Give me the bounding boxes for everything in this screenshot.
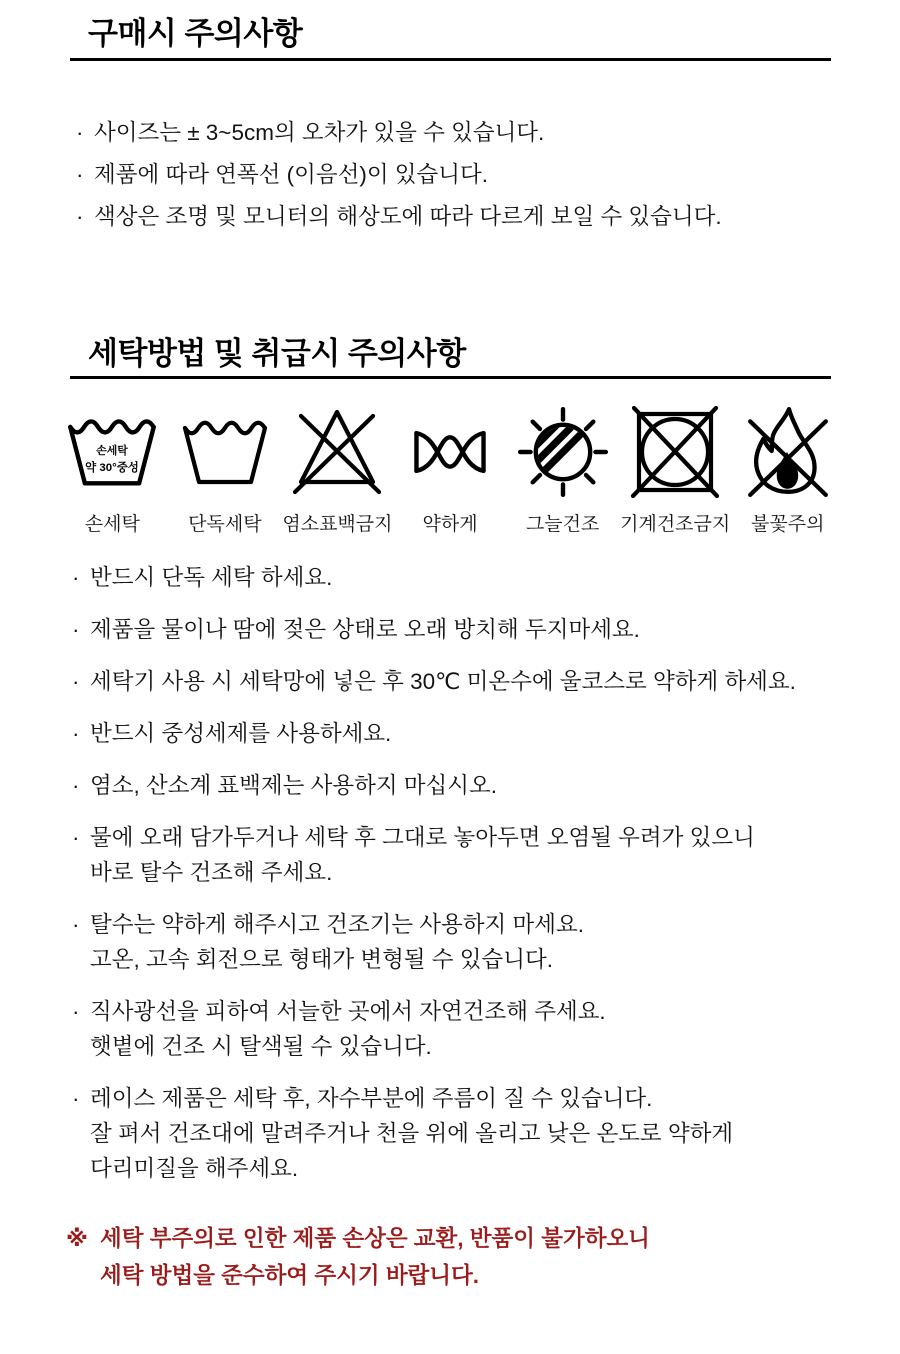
icon-label: 기계건조금지 [620, 514, 731, 535]
bullet-icon: · [76, 204, 84, 229]
instruction-text: 염소, 산소계 표백제는 사용하지 마십시오. [90, 773, 498, 798]
instruction-text: 고온, 고속 회전으로 형태가 변형될 수 있습니다. [90, 947, 553, 972]
bullet-icon: · [72, 565, 80, 590]
bullet-icon: · [76, 120, 84, 145]
instruction-text: 직사광선을 피하여 서늘한 곳에서 자연건조해 주세요. [90, 999, 606, 1024]
icon-label: 단독세탁 [188, 514, 262, 535]
bullet-icon: · [72, 617, 80, 642]
care-section-title: 세탁방법 및 취급시 주의사항 [88, 336, 466, 371]
care-instruction-list [72, 560, 872, 1203]
list-item [76, 154, 866, 196]
bullet-icon: · [72, 669, 80, 694]
instruction-text: 반드시 단독 세탁 하세요. [90, 565, 333, 590]
instruction-text: 탈수는 약하게 해주시고 건조기는 사용하지 마세요. [90, 912, 584, 937]
tub-text-top: 손세탁 [96, 445, 129, 458]
bullet-icon: · [72, 825, 80, 850]
laundry-icons-row [56, 404, 844, 536]
instruction-text: 반드시 중성세제를 사용하세요. [90, 721, 392, 746]
no-chlorine-bleach-icon [285, 404, 389, 500]
tub-text-bottom: 약 30°중성 [85, 461, 140, 474]
icon-label: 염소표백금지 [282, 514, 393, 535]
warning-note [66, 1220, 650, 1294]
list-item [76, 112, 866, 154]
list-item [72, 768, 872, 803]
warning-text: 세탁 부주의로 인한 제품 손상은 교환, 반품이 불가하오니 [100, 1226, 650, 1251]
list-item [72, 820, 872, 890]
list-item [72, 560, 872, 595]
icon-label: 불꽃주의 [751, 514, 825, 535]
warning-text: 세탁 방법을 준수하여 주시기 바랍니다. [100, 1263, 480, 1288]
list-item [72, 612, 872, 647]
bullet-icon: · [72, 999, 80, 1024]
icon-col-wring-gently [394, 404, 507, 536]
instruction-text: 바로 탈수 건조해 주세요. [90, 860, 333, 885]
divider [70, 58, 831, 61]
list-item [72, 716, 872, 751]
icon-label: 그늘건조 [525, 514, 600, 535]
list-item [72, 664, 872, 699]
bullet-icon: · [72, 1086, 80, 1111]
hand-wash-icon [64, 410, 160, 494]
icon-col-wash-separately [169, 404, 282, 536]
list-item [72, 994, 872, 1064]
wring-gently-icon [406, 419, 494, 485]
list-item [72, 907, 872, 977]
purchase-section-title: 구매시 주의사항 [88, 16, 303, 51]
reference-mark-icon: ※ [66, 1226, 88, 1251]
bullet-icon: · [76, 162, 84, 187]
instruction-text: 다리미질을 해주세요. [90, 1156, 299, 1181]
instruction-text: 제품을 물이나 땀에 젖은 상태로 오래 방치해 두지마세요. [90, 617, 640, 642]
instruction-text: 물에 오래 담가두거나 세탁 후 그대로 놓아두면 오염될 우려가 있으니 [90, 825, 755, 850]
notice-text: 색상은 조명 및 모니터의 해상도에 따라 다르게 보일 수 있습니다. [94, 204, 722, 229]
icon-col-dry-in-shade [506, 404, 619, 536]
instruction-text: 레이스 제품은 세탁 후, 자수부분에 주름이 질 수 있습니다. [90, 1086, 653, 1111]
bullet-icon: · [72, 912, 80, 937]
icon-label: 약하게 [422, 514, 478, 535]
purchase-notice-list [76, 112, 866, 238]
divider [70, 376, 831, 379]
icon-col-hand-wash [56, 404, 169, 536]
instruction-text: 햇볕에 건조 시 탈색될 수 있습니다. [90, 1034, 432, 1059]
list-item [72, 1081, 872, 1186]
no-open-flame-icon [743, 404, 833, 500]
icon-col-no-chlorine-bleach [281, 404, 394, 536]
bullet-icon: · [72, 773, 80, 798]
notice-text: 사이즈는 ± 3~5cm의 오차가 있을 수 있습니다. [94, 120, 545, 145]
dry-in-shade-icon [517, 406, 609, 498]
no-tumble-dry-icon [629, 406, 721, 498]
icon-col-no-tumble-dry [619, 404, 732, 536]
instruction-text: 잘 펴서 건조대에 말려주거나 천을 위에 올리고 낮은 온도로 약하게 [90, 1121, 734, 1146]
bullet-icon: · [72, 721, 80, 746]
notice-text: 제품에 따라 연폭선 (이음선)이 있습니다. [94, 162, 489, 187]
list-item [76, 196, 866, 238]
instruction-text: 세탁기 사용 시 세탁망에 넣은 후 30℃ 미온수에 울코스로 약하게 하세요. [90, 669, 796, 694]
icon-label: 손세탁 [84, 514, 140, 535]
wash-separately-icon [179, 412, 271, 492]
icon-col-no-open-flame [731, 404, 844, 536]
